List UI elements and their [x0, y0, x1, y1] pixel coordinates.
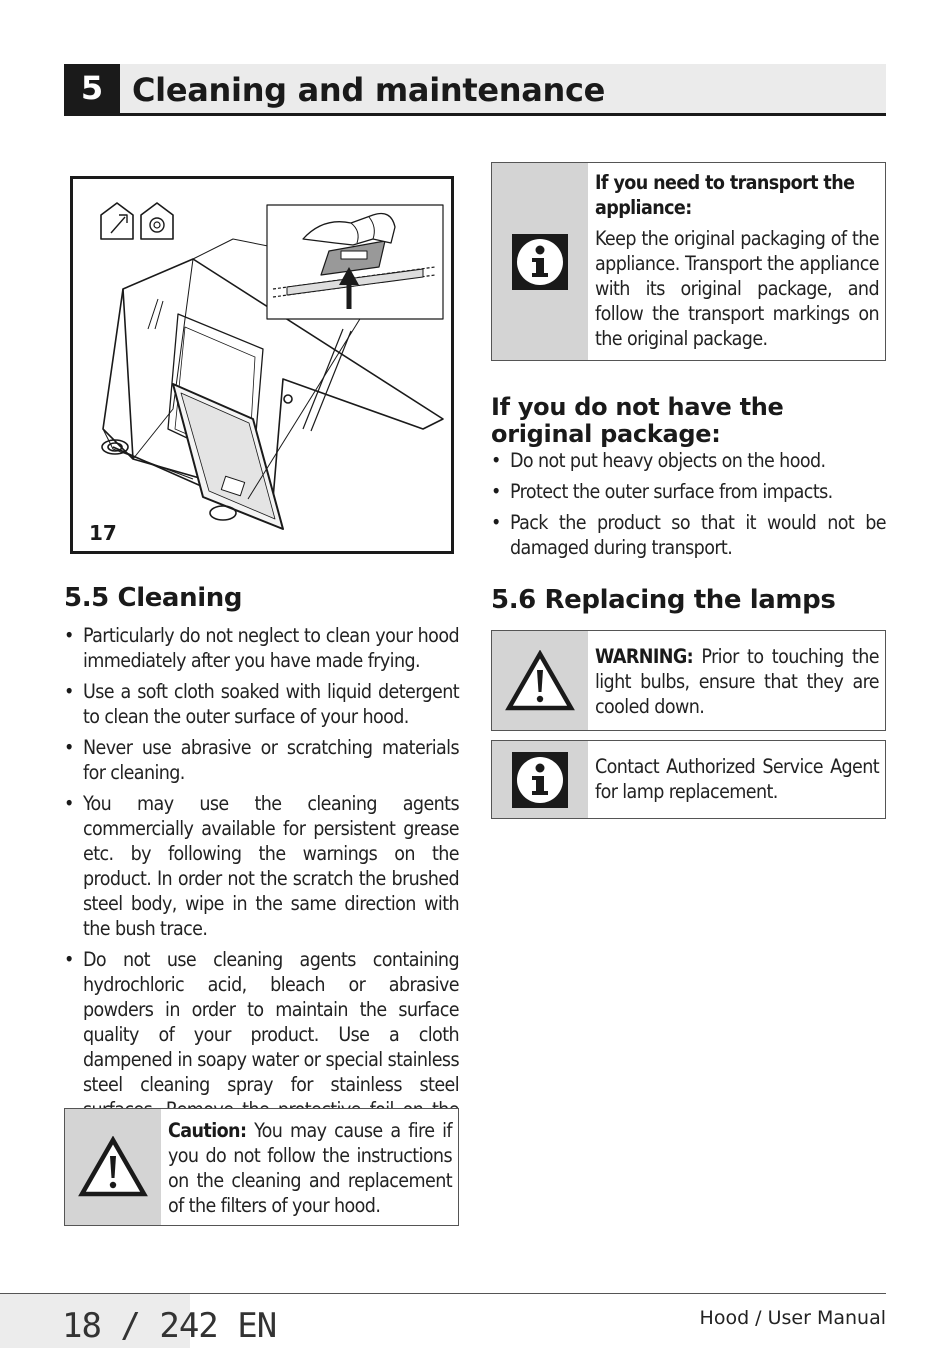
warning-body: Prior to touching the light bulbs, ensure that they are cooled down. [595, 645, 879, 718]
transport-note-title: If you need to transport the appliance: [595, 171, 855, 219]
list-item: • Use a soft cloth soaked with liquid detergent to clean the outer surface of your hood. [64, 679, 459, 729]
warning-icon [78, 1136, 148, 1198]
lamps-warning-text [595, 644, 879, 719]
no-package-heading: If you do not have the original package: [491, 393, 784, 448]
list-item: • Protect the outer surface from impacts. [491, 479, 886, 504]
lamps-warning-note [491, 630, 886, 731]
note-icon-cell [492, 163, 588, 360]
info-icon [511, 751, 569, 809]
chapter-number: 5 [64, 64, 120, 113]
info-icon [511, 233, 569, 291]
no-package-list [491, 448, 886, 566]
list-item: • Pack the product so that it would not be damaged during transport. [491, 510, 886, 560]
list-item: • Do not use cleaning agents containing hydrochloric acid, bleach or abrasive powders in order to maintain the surface quality of your product. Use a cloth dampened in soapy water or special stainless steel cleaning spray for stainless steel [64, 947, 459, 1147]
lamps-info-text: Contact Authorized Service Agent for lamp replacement. [595, 755, 879, 803]
footer-document-title: Hood / User Manual [699, 1307, 886, 1329]
transport-note-body: Keep the original packaging of the appliance. Transport the appliance with its original package, and follow the transport markings on the original package. [595, 227, 879, 350]
lamps-heading: 5.6 Replacing the lamps [491, 585, 836, 615]
chapter-title: Cleaning and maintenance [132, 71, 606, 109]
warning-label: WARNING: [595, 645, 694, 668]
transport-note-text [595, 170, 879, 351]
caution-note [64, 1108, 459, 1226]
list-item: • Particularly do not neglect to clean your hood immediately after you have made frying. [64, 623, 459, 673]
lamps-info-note [491, 740, 886, 819]
note-icon-cell [65, 1109, 161, 1225]
note-icon-cell [492, 631, 588, 730]
figure-number: 17 [89, 521, 117, 545]
transport-info-note [491, 162, 886, 361]
hood-filter-illustration [73, 179, 451, 551]
caution-note-text [168, 1118, 452, 1218]
caution-body: You may cause a fire if you do not follow the instructions on the cleaning and replacement of the filters of your hood. [168, 1119, 452, 1217]
cleaning-heading: 5.5 Cleaning [64, 583, 243, 613]
list-item: • You may use the cleaning agents commercially available for persistent grease etc. by following the warnings on the product. In order not the scratch the brushed steel body, wipe in the same direction with the bush trace. [64, 791, 459, 941]
figure-filter-removal [70, 176, 454, 554]
cleaning-list [64, 623, 459, 1153]
page-number: 18 / 242 EN [62, 1306, 277, 1346]
caution-label: Caution: [168, 1119, 247, 1142]
list-item: • Never use abrasive or scratching materials for cleaning. [64, 735, 459, 785]
note-icon-cell [492, 741, 588, 818]
warning-icon [505, 650, 575, 712]
list-item: • Do not put heavy objects on the hood. [491, 448, 886, 473]
chapter-header [64, 64, 886, 116]
